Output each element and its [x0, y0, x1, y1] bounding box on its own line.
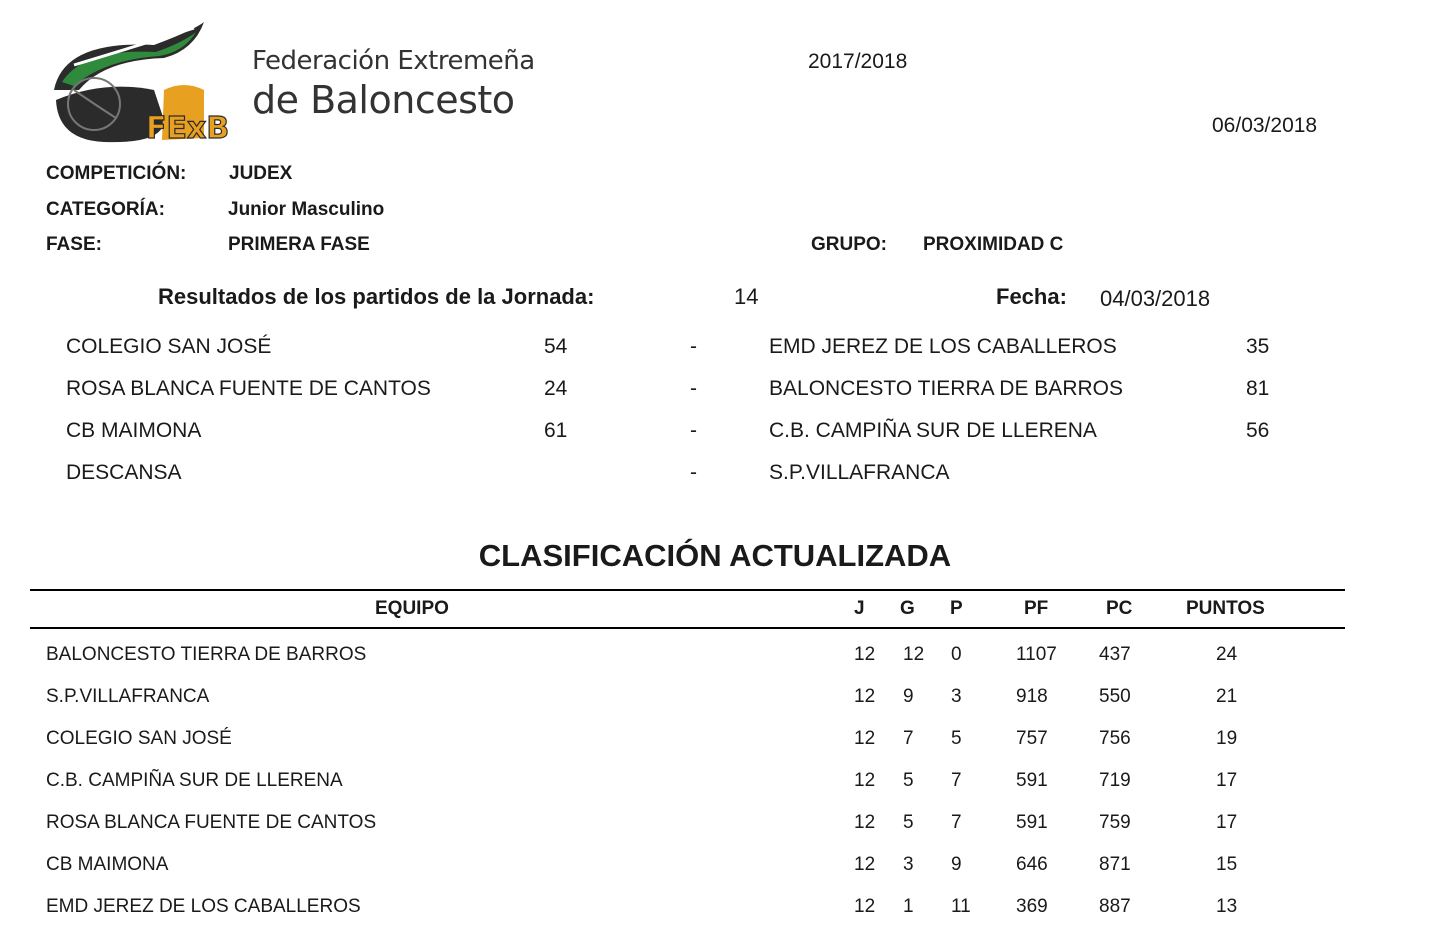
points-for: 1107	[1016, 644, 1057, 665]
played: 12	[854, 644, 876, 665]
away-team: S.P.VILLAFRANCA	[769, 461, 950, 484]
header-top-rule	[30, 589, 1345, 591]
points: 21	[1216, 686, 1238, 707]
col-header-points: PUNTOS	[1186, 598, 1265, 619]
col-header-played: J	[854, 598, 865, 619]
points-for: 646	[1016, 854, 1048, 875]
played: 12	[854, 770, 876, 791]
played: 12	[854, 854, 876, 875]
home-team: COLEGIO SAN JOSÉ	[66, 335, 272, 358]
won: 1	[903, 896, 914, 917]
match-row	[0, 377, 1400, 407]
points: 13	[1216, 896, 1238, 917]
lost: 7	[951, 812, 962, 833]
col-header-points-against: PC	[1106, 598, 1133, 619]
table-row	[0, 728, 1400, 758]
competition-value: JUDEX	[229, 163, 293, 184]
lost: 5	[951, 728, 962, 749]
match-row	[0, 461, 1400, 491]
away-team: C.B. CAMPIÑA SUR DE LLERENA	[769, 419, 1097, 442]
table-row	[0, 770, 1400, 800]
team-name: COLEGIO SAN JOSÉ	[46, 728, 232, 749]
points-for: 591	[1016, 770, 1048, 791]
org-name-line1: Federación Extremeña	[252, 46, 535, 76]
match-row	[0, 419, 1400, 449]
lost: 9	[951, 854, 962, 875]
points-against: 437	[1099, 644, 1131, 665]
home-team: ROSA BLANCA FUENTE DE CANTOS	[66, 377, 431, 400]
points-against: 871	[1099, 854, 1131, 875]
points-against: 719	[1099, 770, 1131, 791]
won: 5	[903, 812, 914, 833]
won: 12	[903, 644, 925, 665]
matchday-number: 14	[734, 284, 759, 309]
won: 3	[903, 854, 914, 875]
played: 12	[854, 896, 876, 917]
table-row	[0, 812, 1400, 842]
match-row	[0, 335, 1400, 365]
phase-value: PRIMERA FASE	[228, 234, 370, 255]
points: 15	[1216, 854, 1238, 875]
lost: 11	[951, 896, 971, 917]
date-label: Fecha:	[996, 284, 1067, 309]
table-row	[0, 896, 1400, 926]
table-row	[0, 644, 1400, 674]
played: 12	[854, 686, 876, 707]
points-against: 759	[1099, 812, 1131, 833]
col-header-lost: P	[950, 598, 963, 619]
header-bottom-rule	[30, 627, 1345, 629]
fexb-logo	[44, 20, 230, 150]
won: 5	[903, 770, 914, 791]
played: 12	[854, 812, 876, 833]
table-row	[0, 854, 1400, 884]
points: 24	[1216, 644, 1238, 665]
col-header-points-for: PF	[1024, 598, 1049, 619]
team-name: CB MAIMONA	[46, 854, 169, 875]
away-score: 35	[1246, 335, 1270, 358]
played: 12	[854, 728, 876, 749]
table-row	[0, 686, 1400, 716]
home-team: DESCANSA	[66, 461, 182, 484]
points: 19	[1216, 728, 1238, 749]
score-separator: -	[690, 335, 697, 358]
group-label: GRUPO:	[811, 234, 887, 255]
document-date: 06/03/2018	[1212, 114, 1318, 137]
org-name-line2: de Baloncesto	[252, 78, 515, 122]
col-header-team: EQUIPO	[375, 598, 449, 619]
category-value: Junior Masculino	[228, 199, 385, 220]
category-label: CATEGORÍA:	[46, 199, 165, 220]
date-value: 04/03/2018	[1100, 286, 1211, 311]
lost: 3	[951, 686, 962, 707]
won: 7	[903, 728, 914, 749]
logo-lettering: FExB	[146, 111, 230, 146]
home-team: CB MAIMONA	[66, 419, 202, 442]
season: 2017/2018	[808, 50, 908, 73]
phase-label: FASE:	[46, 234, 102, 255]
points-for: 591	[1016, 812, 1048, 833]
lost: 0	[951, 644, 962, 665]
competition-label: COMPETICIÓN:	[46, 163, 187, 184]
points-against: 756	[1099, 728, 1131, 749]
standings-title: CLASIFICACIÓN ACTUALIZADA	[478, 538, 952, 573]
home-score: 54	[544, 335, 568, 358]
points: 17	[1216, 812, 1238, 833]
home-score: 24	[544, 377, 568, 400]
score-separator: -	[690, 461, 697, 484]
team-name: ROSA BLANCA FUENTE DE CANTOS	[46, 812, 377, 833]
points-for: 918	[1016, 686, 1048, 707]
group-value: PROXIMIDAD C	[923, 234, 1064, 255]
points-against: 887	[1099, 896, 1131, 917]
away-score: 81	[1246, 377, 1270, 400]
lost: 7	[951, 770, 962, 791]
team-name: S.P.VILLAFRANCA	[46, 686, 210, 707]
score-separator: -	[690, 419, 697, 442]
matchday-title: Resultados de los partidos de la Jornada:	[158, 284, 595, 309]
home-score: 61	[544, 419, 568, 442]
points: 17	[1216, 770, 1238, 791]
points-for: 757	[1016, 728, 1048, 749]
score-separator: -	[690, 377, 697, 400]
team-name: EMD JEREZ DE LOS CABALLEROS	[46, 896, 361, 917]
team-name: C.B. CAMPIÑA SUR DE LLERENA	[46, 770, 343, 791]
away-team: EMD JEREZ DE LOS CABALLEROS	[769, 335, 1117, 358]
won: 9	[903, 686, 914, 707]
away-team: BALONCESTO TIERRA DE BARROS	[769, 377, 1123, 400]
col-header-won: G	[900, 598, 915, 619]
team-name: BALONCESTO TIERRA DE BARROS	[46, 644, 367, 665]
away-score: 56	[1246, 419, 1270, 442]
points-against: 550	[1099, 686, 1131, 707]
points-for: 369	[1016, 896, 1048, 917]
